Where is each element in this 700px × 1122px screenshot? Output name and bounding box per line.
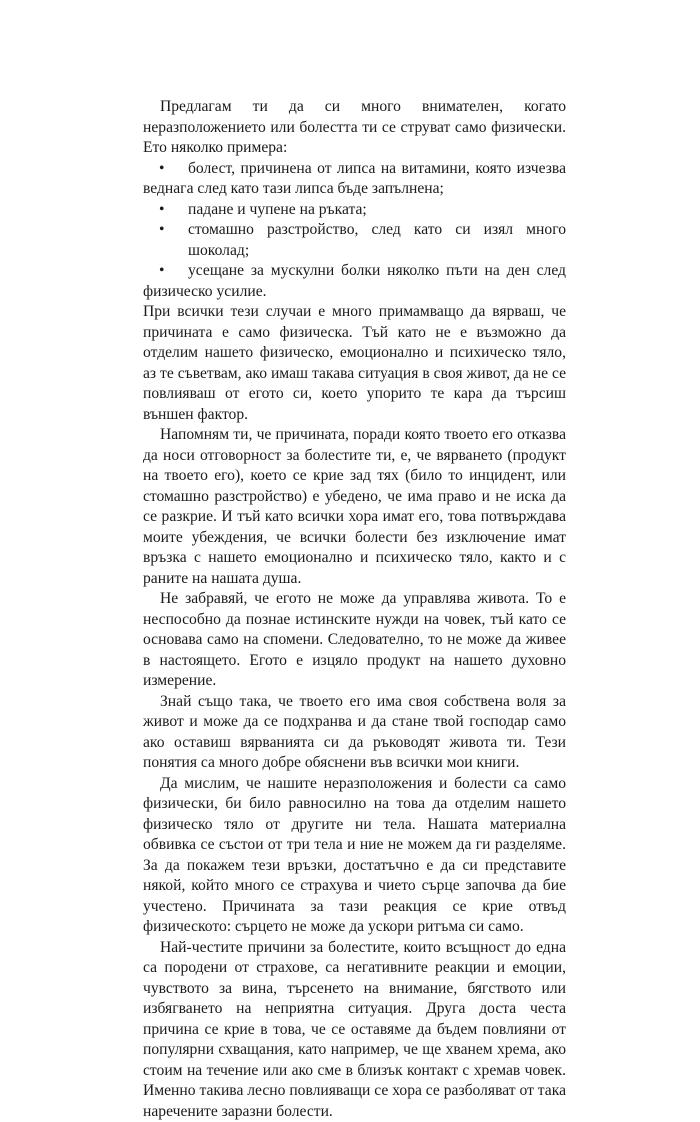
bullet-icon: •	[159, 261, 169, 282]
list-item: • усещане за мускулни болки няколко пъти на ден след физическо усилие.	[143, 261, 566, 302]
bullet-icon: •	[159, 200, 169, 221]
paragraph: Знай също така, че твоето его има своя собствена воля за живот и може да се подхранва и да стане твой господар само ако оставиш вярванията си да ръководят живота ти. Тези понятия са много добре обяснени във всички мои книги.	[143, 692, 566, 774]
bullet-icon: •	[159, 159, 169, 180]
paragraph: Предлагам ти да си много внимателен, когато неразположението или болестта ти се струват само физически. Ето няколко примера:	[143, 97, 566, 159]
paragraph: Най-честите причини за болестите, които всъщност до една са породени от страхове, са негативните реакции и емоции, чувството за вина, търсенето на внимание, бягството или избягването на неприятна ситуация. Друга доста честа причина се крие в това, че се оставяме да бъдем повлияни от популярни схващания, като например, че ще хванем хрема, ако стоим на течение или ако сме в близък контакт с хремав човек. Именно такива лесно повлияващи се хора се разболяват от така наречените заразни болести.	[143, 938, 566, 1122]
paragraph: При всички тези случаи е много примамващо да вярваш, че причината е само физическа. Тъй като не е възможно да отделим нашето физическо, емоционално и психическо тяло, аз те съветвам, ако имаш такава ситуация в своя живот, да не се повлияваш от егото си, което упорито те кара да търсиш външен фактор.	[143, 302, 566, 425]
paragraph: Да мислим, че нашите неразположения и болести са само физически, би било равносилно на това да отделим нашето физическо тяло от другите ни тела. Нашата материална обвивка се състои от три тела и ние не можем да ги разделяме. За да покажем тези връзки, достатъчно е да си представите някой, който много се страхува и чието сърце започва да бие учестено. Причината за тази реакция се крие отвъд физическото: сърцето не може да ускори ритъма си само.	[143, 774, 566, 938]
paragraph: Напомням ти, че причината, поради която твоето его отказва да носи отговорност за болестите ти, е, че вярването (продукт на твоето его), което се крие зад тях (било то инцидент, или стомашно разстройство) е убедено, че има право и не иска да се разкрие. И тъй като всички хора имат его, това потвърждава моите убеждения, че всички болести без изключение имат връзка с нашето емоционално и психическо тяло, както и с раните на нашата душа.	[143, 425, 566, 589]
bullet-list	[143, 159, 566, 303]
bullet-icon: •	[159, 220, 169, 241]
page-text	[143, 97, 566, 1122]
list-item: • болест, причинена от липса на витамини, която изчезва веднага след като тази липса бъде запълнена;	[143, 159, 566, 200]
list-item: • стомашно разстройство, след като си изял много шоколад;	[143, 220, 566, 261]
list-item: • падане и чупене на ръката;	[143, 200, 566, 221]
paragraph: Не забравяй, че егото не може да управлява живота. То е неспособно да познае истинските нужди на човек, тъй като се основава само на спомени. Следователно, то не може да живее в настоящето. Егото е изцяло продукт на нашето духовно измерение.	[143, 589, 566, 692]
